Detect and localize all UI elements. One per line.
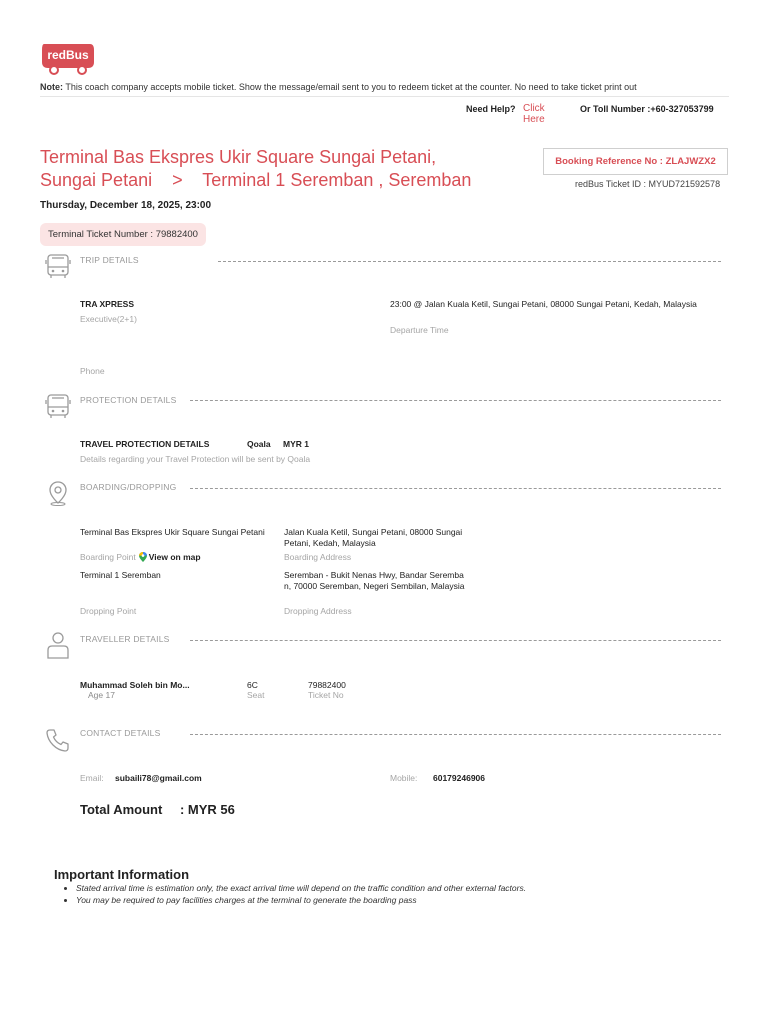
boarding-point: Terminal Bas Ekspres Ukir Square Sungai Petani — [80, 527, 265, 537]
bus-type: Executive(2+1) — [80, 314, 137, 324]
route-line-2: Sungai Petani > Terminal 1 Seremban , Seremban — [40, 170, 472, 190]
view-on-map-link[interactable] — [139, 552, 201, 562]
route-line-1: Terminal Bas Ekspres Ukir Square Sungai Petani, — [40, 147, 437, 167]
important-info-list — [62, 882, 526, 906]
booking-reference: Booking Reference No : ZLAJWZX2 — [543, 148, 728, 175]
traveller-age: Age 17 — [88, 690, 115, 700]
departure-time-label: Departure Time — [390, 325, 449, 335]
location-pin-icon — [44, 479, 72, 507]
bus-icon — [44, 252, 72, 280]
mobile-label: Mobile: — [390, 773, 418, 783]
boarding-address-label: Boarding Address — [284, 552, 352, 562]
section-divider — [190, 640, 721, 641]
email-value: subaili78@gmail.com — [115, 773, 202, 783]
need-help-label: Need Help? — [466, 104, 516, 114]
terminal-ticket-number: Terminal Ticket Number : 79882400 — [40, 223, 206, 246]
protection-note: Details regarding your Travel Protection will be sent by Qoala — [80, 454, 311, 464]
journey-date: Thursday, December 18, 2025, 23:00 — [40, 200, 212, 211]
bus-icon — [44, 392, 72, 420]
seat-label: Seat — [247, 690, 265, 700]
operator-name: TRA XPRESS — [80, 299, 135, 309]
mobile-value: 60179246906 — [433, 773, 486, 783]
traveller-details-title: TRAVELLER DETAILS — [80, 634, 170, 644]
section-divider — [190, 734, 721, 735]
section-divider — [218, 261, 721, 262]
total-amount-value: : MYR 56 — [179, 802, 235, 817]
route-title — [40, 146, 510, 192]
ticket-number: 79882400 — [308, 680, 346, 690]
redbus-ticket-id: redBus Ticket ID : MYUD721592578 — [575, 179, 721, 189]
section-divider — [190, 488, 721, 489]
note — [40, 82, 637, 92]
boarding-address: Jalan Kuala Ketil, Sungai Petani, 08000 Sungai Petani, Kedah, Malaysia — [284, 527, 463, 548]
traveller-name: Muhammad Soleh bin Mo... — [80, 680, 190, 690]
divider — [40, 96, 729, 97]
total-amount-label: Total Amount — [80, 802, 163, 817]
logo-text: redBus — [47, 48, 89, 62]
protection-label: TRAVEL PROTECTION DETAILS — [80, 439, 210, 449]
important-info-title: Important Information — [54, 867, 190, 882]
boarding-point-row — [80, 552, 201, 562]
dropping-point-label: Dropping Point — [80, 606, 137, 616]
email-label: Email: — [80, 773, 104, 783]
redbus-logo — [40, 42, 96, 76]
protection-details-title: PROTECTION DETAILS — [80, 395, 177, 405]
departure-info: 23:00 @ Jalan Kuala Ketil, Sungai Petani, 08000 Sungai Petani, Kedah, Malaysia — [390, 299, 697, 309]
note-text: This coach company accepts mobile ticket. Show the message/email sent to you to redeem ticket at the counter. No need to take ticket print out — [65, 82, 637, 92]
seat-number: 6C — [247, 680, 258, 690]
total-amount — [80, 802, 235, 817]
person-icon — [44, 631, 72, 659]
dropping-point: Terminal 1 Seremban — [80, 570, 161, 580]
section-divider — [190, 400, 721, 401]
click-here-link[interactable]: Click Here — [523, 103, 545, 125]
protection-provider: Qoala — [247, 439, 271, 449]
dropping-address: Seremban - Bukit Nenas Hwy, Bandar Seremban, 70000 Seremban, Negeri Sembilan, Malaysia — [284, 570, 465, 591]
phone-icon — [44, 726, 72, 754]
note-label: Note: — [40, 82, 63, 92]
toll-number: Or Toll Number :+60-327053799 — [580, 104, 714, 114]
boarding-dropping-title: BOARDING/DROPPING — [80, 482, 177, 492]
map-pin-icon — [139, 552, 147, 562]
ticket-number-label: Ticket No — [308, 690, 344, 700]
boarding-point-label: Boarding Point — [80, 552, 136, 562]
phone-label: Phone — [80, 366, 105, 376]
contact-details-title: CONTACT DETAILS — [80, 728, 161, 738]
list-item: • Stated arrival time is estimation only, the exact arrival time will depend on the traffic condition and other external factors. — [76, 882, 526, 894]
dropping-address-label: Dropping Address — [284, 606, 352, 616]
trip-details-title: TRIP DETAILS — [80, 255, 139, 265]
list-item: • You may be required to pay facilities charges at the terminal to generate the boarding pass — [76, 894, 526, 906]
protection-amount: MYR 1 — [283, 439, 309, 449]
view-on-map-label: View on map — [148, 552, 201, 562]
